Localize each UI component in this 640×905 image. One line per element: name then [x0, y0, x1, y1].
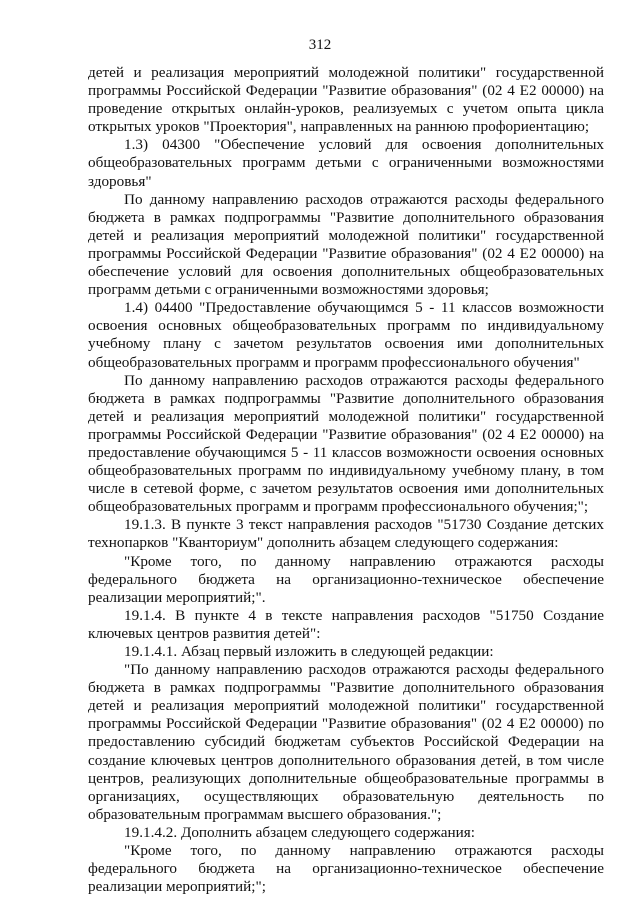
paragraph-19-1-4-2-quote: "Кроме того, по данному направлению отражаются расходы федерального бюджета на организационно-техническое обеспечение реализации мероприятий;"; [88, 842, 604, 896]
paragraph-19-1-4-2: 19.1.4.2. Дополнить абзацем следующего содержания: [124, 823, 475, 841]
paragraph-item-1-3-description: По данному направлению расходов отражаются расходы федерального бюджета в рамках подпрограммы "Развитие дополнительного образования детей и реализация мероприятий молодежной политики" государственной программы Российской Федерации "Развитие образования" (02 4 Е2 00000) на обеспечение условий для освоения дополнительных общеобразовательных программ детьми с ограниченными возможностями здоровья; [88, 190, 604, 299]
paragraph-19-1-4: 19.1.4. В пункте 4 в тексте направления расходов "51750 Создание ключевых центров развития детей": [88, 606, 604, 642]
paragraph-item-1-4-description: По данному направлению расходов отражаются расходы федерального бюджета в рамках подпрограммы "Развитие дополнительного образования детей и реализация мероприятий молодежной политики" государственной программы Российской Федерации "Развитие образования" (02 4 Е2 00000) на предоставление обучающимся 5 - 11 классов возможности освоения основных общеобразовательных программ по индивидуальному учебному плану, в том числе в сетевой форме, с зачетом результатов освоения ими дополнительных общеобразовательных программ и программ профессионального обучения;"; [88, 371, 604, 516]
paragraph-item-1-4-heading: 1.4) 04400 "Предоставление обучающимся 5 - 11 классов возможности освоения основных общеобразовательных программ по индивидуальному учебному плану с зачетом результатов освоения ими дополнительных общеобразовательных программ и программ профессионального обучения" [88, 299, 604, 371]
paragraph-19-1-3: 19.1.3. В пункте 3 текст направления расходов "51730 Создание детских технопарков "Кванториум" дополнить абзацем следующего содержания: [88, 516, 604, 552]
paragraph-continuation: детей и реализация мероприятий молодежной политики" государственной программы Российской Федерации "Развитие образования" (02 4 Е2 00000) на проведение открытых онлайн-уроков, реализуемых с учетом опыта цикла открытых уроков "Проектория", направленных на раннюю профориентацию; [88, 64, 604, 136]
paragraph-19-1-4-1-quote: "По данному направлению расходов отражаются расходы федерального бюджета в рамках подпрограммы "Развитие дополнительного образования детей и реализация мероприятий молодежной политики" государственной программы Российской Федерации "Развитие образования" (02 4 Е2 00000) по предоставлению субсидий бюджетам субъектов Российской Федерации на создание ключевых центров дополнительного образования детей, в том числе центров, реализующих дополнительные общеобразовательные программы в организациях, осуществляющих образовательную деятельность по образовательным программам высшего образования."; [88, 661, 604, 823]
page-number: 312 [308, 37, 332, 53]
paragraph-19-1-4-1: 19.1.4.1. Абзац первый изложить в следующей редакции: [124, 643, 494, 660]
document-body [88, 64, 604, 896]
paragraph-item-1-3-heading: 1.3) 04300 "Обеспечение условий для освоения дополнительных общеобразовательных программ детьми с ограниченными возможностями здоровья" [88, 136, 604, 190]
paragraph-19-1-3-quote: "Кроме того, по данному направлению отражаются расходы федерального бюджета на организационно-техническое обеспечение реализации мероприятий;". [88, 552, 604, 606]
